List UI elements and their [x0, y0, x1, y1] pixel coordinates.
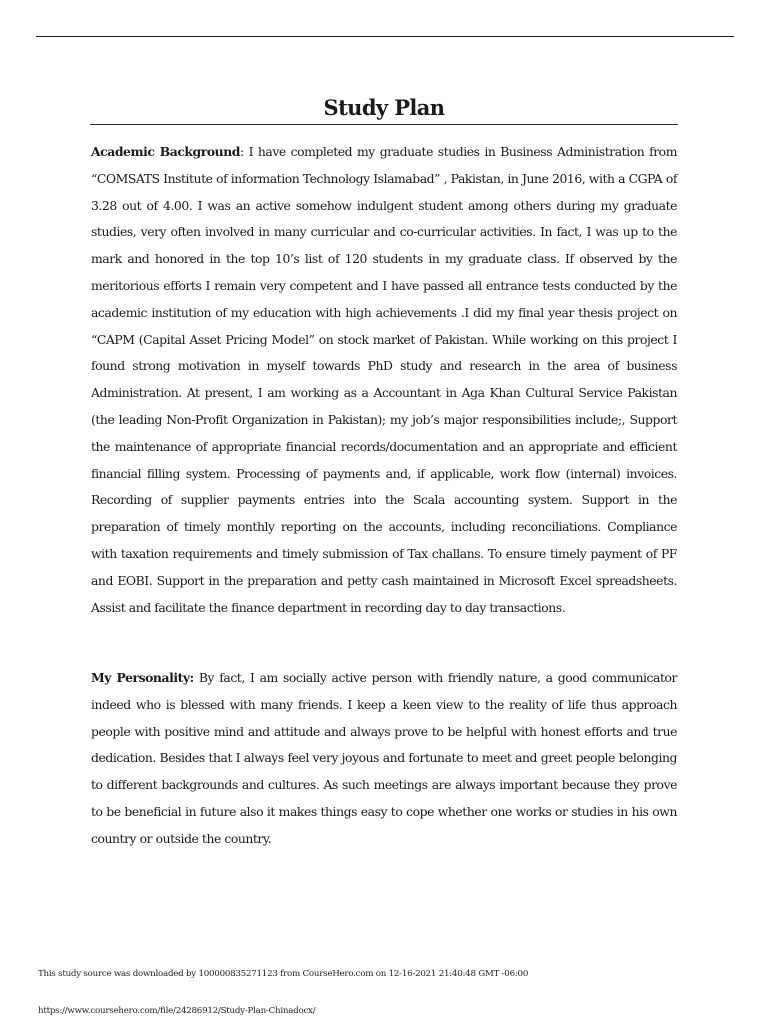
academic-background-paragraph	[91, 139, 677, 621]
page-title: Study Plan	[323, 95, 445, 120]
download-source-note: This study source was downloaded by 100000835271123 from CourseHero.com on 12-16-2021 21:40:48 GMT -06:00	[38, 969, 529, 979]
academic-background-body: I have completed my graduate studies in Business Administration from “COMSATS Institute of information Technology Islamabad” , Pakistan, in June 2016, with a CGPA of 3.28 out of 4.00. I was an active somehow indulgent student among others during my graduate studies, very often involved in many curricular and co-curricular activities. In fact, I was up to the mark and honored in the top 10’s list of 120 students in my graduate class. If observed by the meritorious efforts I remain very competent and I have passed all entrance tests conducted by the academic institution of my education with high achievements .I did my final year thesis project on “CAPM (Capital Asset Pricing Model” on stock market of Pakistan. While working on this project I found strong motivation in myself towards PhD study and research in the area of business Administration. At present, I am working as a Accountant in Aga Khan Cultural Service Pakistan (the leading Non-Profit Organization in Pakistan); my job’s major responsibilities include;, Support the maintenance of appropriate financial records/documentation and an appropriate and efficient financial filling system. Processing of payments and, if applicable, work flow (internal) invoices. Recording of supplier payments entries into the Scala accounting system. Support in the preparation of timely monthly reporting on the accounts, including reconciliations. Compliance with taxation requirements and timely submission of Tax challans. To ensure timely payment of PF and EOBI. Support in the preparation and petty cash maintained in Microsoft Excel spreadsheets. Assist and facilitate the finance department in recording day to day transactions.	[91, 144, 677, 615]
title-underline	[90, 124, 678, 125]
source-url[interactable]: https://www.coursehero.com/file/24286912/Study-Plan-Chinadocx/	[38, 1006, 316, 1016]
personality-body: By fact, I am socially active person with friendly nature, a good communicator indeed who is blessed with many friends. I keep a keen view to the reality of life thus approach people with positive mind and attitude and always prove to be helpful with honest efforts and true dedication. Besides that I always feel very joyous and fortunate to meet and greet people belonging to different backgrounds and cultures. As such meetings are always important because they prove to be beneficial in future also it makes things easy to cope whether one works or studies in his own country or outside the country.	[91, 670, 677, 846]
personality-heading: My Personality:	[91, 670, 194, 685]
academic-background-separator: :	[239, 144, 249, 159]
top-divider	[36, 36, 734, 37]
academic-background-heading: Academic Background	[91, 144, 240, 159]
personality-paragraph	[91, 665, 677, 853]
